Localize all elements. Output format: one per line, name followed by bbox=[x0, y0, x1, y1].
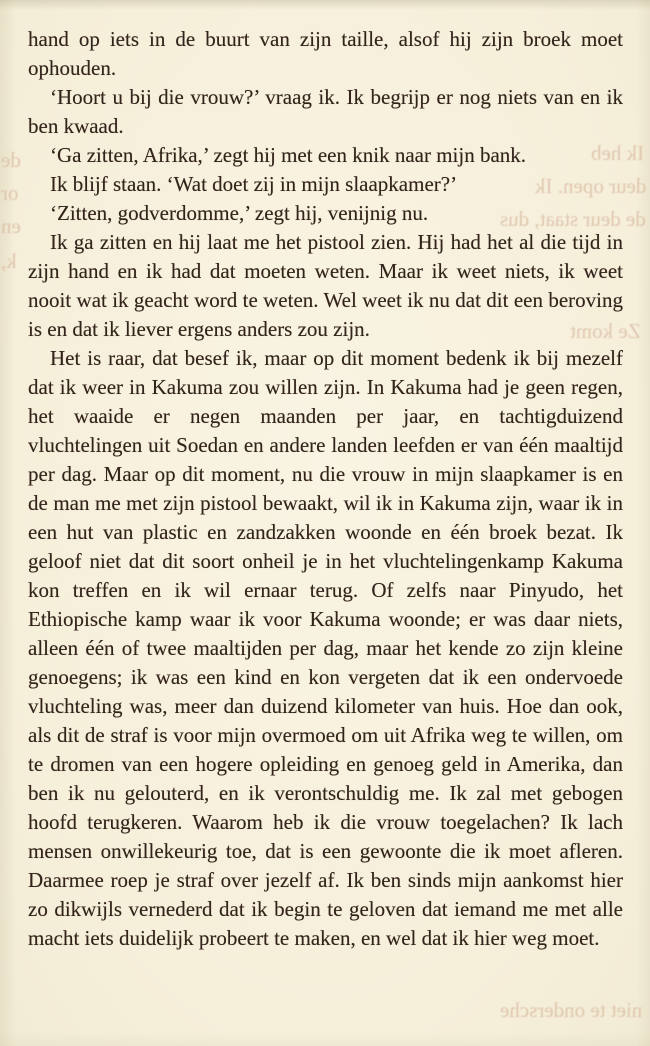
bleedthrough-text: k, bbox=[1, 249, 17, 273]
bleedthrough-text: niet te ondersche bbox=[499, 998, 642, 1022]
page-text-column bbox=[28, 25, 623, 1046]
bleedthrough-text: de deur staat, dus bbox=[500, 207, 646, 231]
paragraph-3: ‘Ga zitten, Afrika,’ zegt hij met een knik naar mijn bank. bbox=[50, 143, 527, 167]
bleedthrough-text: de bbox=[1, 148, 21, 172]
bleedthrough-text: en bbox=[1, 214, 21, 238]
paragraph-4: Ik blijf staan. ‘Wat doet zij in mijn slaapkamer?’ bbox=[50, 172, 458, 196]
paragraph-7: Het is raar, dat besef ik, maar op dit moment bedenk ik bij mezelf dat ik weer in Kakuma zou willen zijn. In Kakuma had je geen regen, het waaide er negen maanden per jaar, en tachtigduizend vluchtelingen uit Soedan en andere landen leefden er van één maaltijd per dag. Maar op dit moment, nu die vrouw in mijn slaapkamer is en de man me met zijn pistool bewaakt, wil ik in Kakuma zijn, waar ik in een hut van plastic en zandzakken woonde en één broek bezat. Ik geloof niet dat dit soort onheil je in het vluchtelingenkamp Kakuma kon treffen en ik wil ernaar terug. Of zelfs naar Pinyudo, het Ethiopische kamp waar ik voor Kakuma woonde; er was daar niets, alleen één of twee maaltijden per dag, maar het kende zo zijn kleine genoegens; ik was een kind en kon vergeten dat ik een ondervoede vluchteling was, meer dan duizend kilometer van huis. Hoe dan ook, als dit de straf is voor mijn overmoed om uit Afrika weg te willen, om te dromen van een hogere opleiding en genoeg geld in Amerika, dan ben ik nu gelouterd, en ik verontschuldig me. Ik zal met gebogen hoofd terugkeren. Waarom heb ik die vrouw toegelachen? Ik lach mensen onwillekeurig toe, dat is een gewoonte die ik moet afleren. Daarmee roep je straf over jezelf af. Ik ben sinds mijn aankomst hier zo dikwijls vernederd dat ik begin te geloven dat iemand me met alle macht iets duidelijk probeert te maken, en wel dat ik hier weg moet. bbox=[28, 346, 623, 950]
bleedthrough-text: Ze komt bbox=[570, 319, 641, 343]
bleedthrough-text: or bbox=[1, 181, 19, 205]
paragraph-1: hand op iets in de buurt van zijn taille, alsof hij zijn broek moet ophouden. bbox=[28, 27, 623, 80]
paragraph-5: ‘Zitten, godverdomme,’ zegt hij, venijnig nu. bbox=[50, 201, 429, 225]
bleedthrough-text: deur open. Ik bbox=[534, 174, 646, 198]
bleedthrough-text: Ik heb bbox=[590, 141, 644, 165]
paragraph-2: ‘Hoort u bij die vrouw?’ vraag ik. Ik begrijp er nog niets van en ik ben kwaad. bbox=[28, 85, 623, 138]
paragraph-6: Ik ga zitten en hij laat me het pistool zien. Hij had het al die tijd in zijn hand en ik had dat moeten weten. Maar ik weet niets, ik weet nooit wat ik geacht word te weten. Wel weet ik nu dat dit een beroving is en dat ik liever ergens anders zou zijn. bbox=[28, 230, 623, 341]
